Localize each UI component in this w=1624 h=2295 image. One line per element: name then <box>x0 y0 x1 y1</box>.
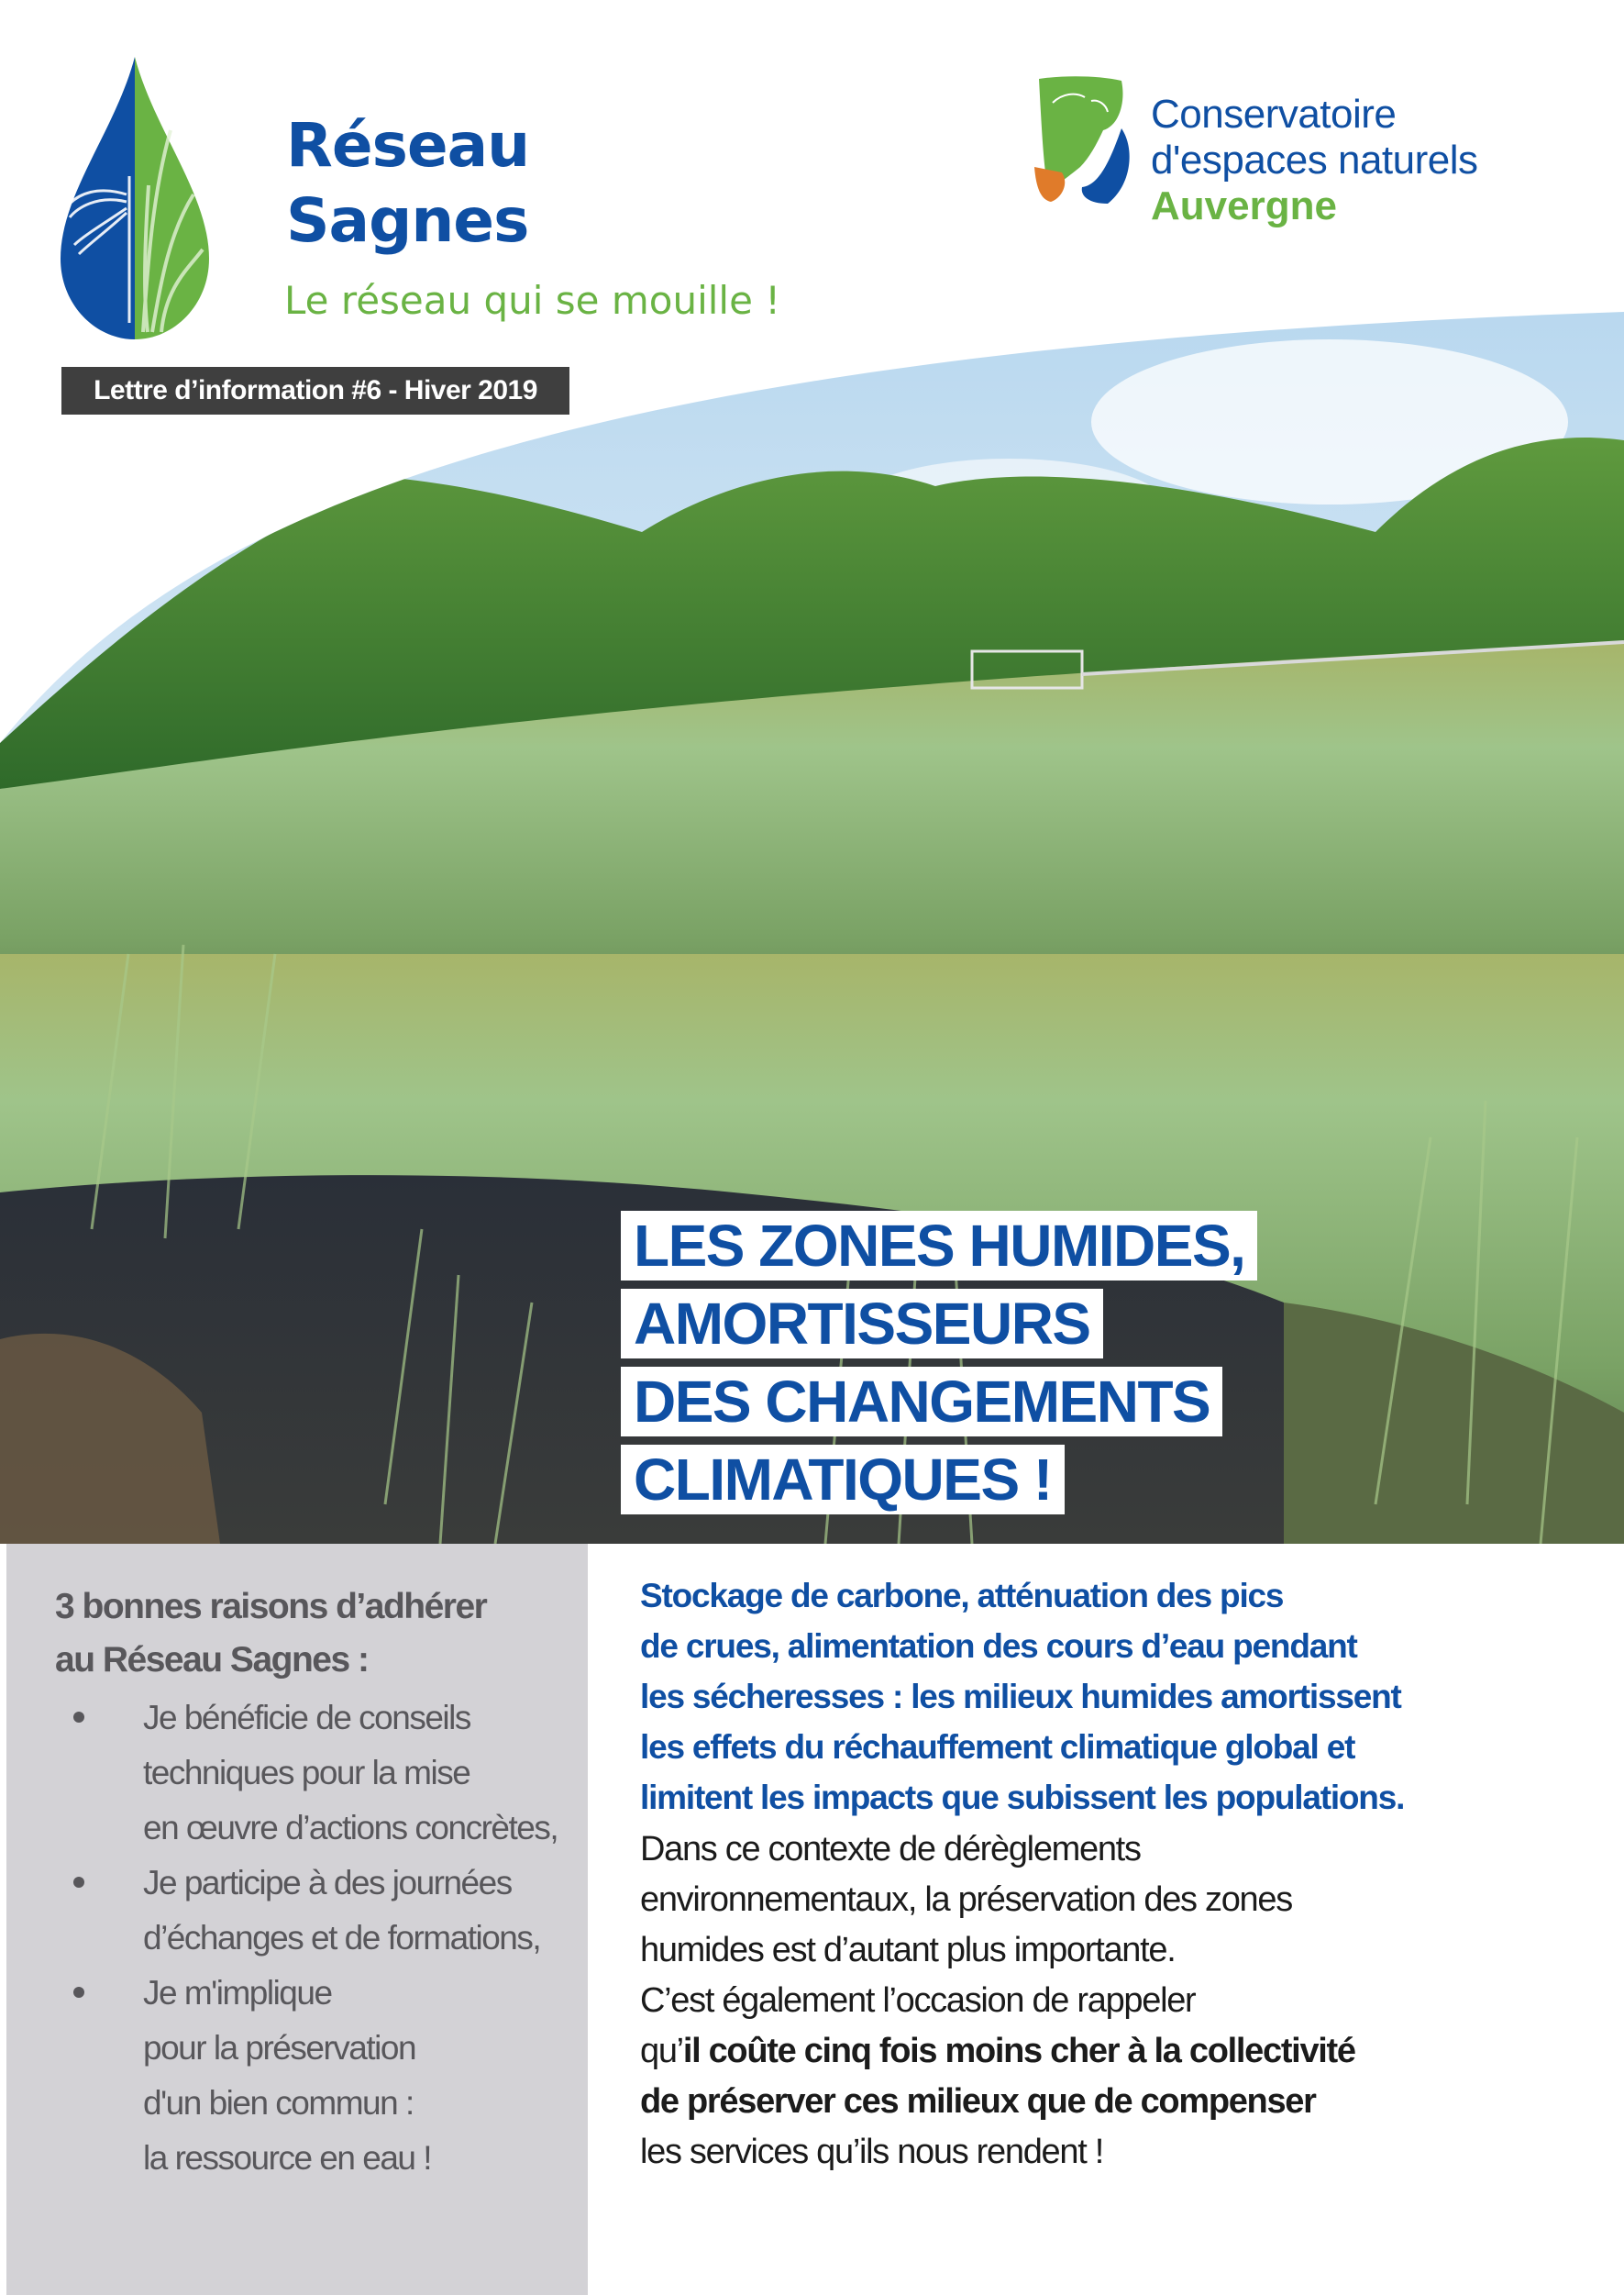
emphasis-line-2 <box>640 2077 1612 2127</box>
body-line: Dans ce contexte de dérèglements <box>640 1830 1141 1868</box>
bullet-icon <box>73 1712 84 1723</box>
brand-title <box>286 108 529 259</box>
cen-line2: d'espaces naturels <box>1151 138 1478 183</box>
reason-text: Je participe à des journées <box>143 1864 512 1901</box>
water-drop-logo-icon <box>61 57 209 339</box>
lead-line: les effets du réchauffement climatique global et <box>640 1728 1355 1766</box>
emphasis-bold: de préserver ces milieux que de compenser <box>640 2082 1316 2121</box>
brand-title-line2: Sagnes <box>286 185 529 256</box>
body-line: C’est également l’occasion de rappeler <box>640 1981 1196 2020</box>
reason-text: en œuvre d’actions concrètes, <box>143 1809 558 1846</box>
membership-heading-line2: au Réseau Sagnes : <box>55 1640 369 1680</box>
headline-line-2: AMORTISSEURS <box>621 1289 1103 1358</box>
article-lead <box>640 1570 1612 1823</box>
issue-badge: Lettre d’information #6 - Hiver 2019 <box>61 367 569 415</box>
body-line: environnementaux, la préservation des zones <box>640 1880 1292 1919</box>
membership-reasons-list <box>6 1691 588 2186</box>
reason-text: d’échanges et de formations, <box>143 1919 541 1957</box>
lead-line: Stockage de carbone, atténuation des pics <box>640 1577 1284 1614</box>
emphasis-line-1 <box>640 2026 1612 2077</box>
reason-text: d'un bien commun : <box>143 2084 414 2122</box>
reason-text: Je bénéficie de conseils <box>143 1699 470 1736</box>
bullet-icon <box>73 1877 84 1888</box>
headline-line-1: LES ZONES HUMIDES, <box>621 1211 1257 1281</box>
headline-line-4: CLIMATIQUES ! <box>621 1445 1065 1514</box>
brand-tagline: Le réseau qui se mouille ! <box>284 278 781 323</box>
headline-line-3: DES CHANGEMENTS <box>621 1367 1222 1436</box>
body-line: humides est d’autant plus importante. <box>640 1931 1176 1969</box>
cen-auvergne-name <box>1151 92 1478 229</box>
cen-line3: Auvergne <box>1151 183 1337 228</box>
brand-title-line1: Réseau <box>286 110 530 181</box>
reason-item <box>6 1691 588 1856</box>
article <box>640 1570 1612 2178</box>
emphasis-bold: il coûte cinq fois moins cher à la collectivité <box>682 2032 1355 2070</box>
reason-item <box>6 1856 588 1966</box>
emphasis-prefix: qu’ <box>640 2032 683 2070</box>
lead-line: de crues, alimentation des cours d’eau pendant <box>640 1627 1357 1665</box>
reason-text: techniques pour la mise <box>143 1754 470 1791</box>
cen-line1: Conservatoire <box>1151 92 1397 137</box>
bullet-icon <box>73 1987 84 1998</box>
closing-line: les services qu’ils nous rendent ! <box>640 2133 1103 2171</box>
article-body <box>640 1824 1612 2178</box>
reason-item <box>6 1966 588 2186</box>
cen-auvergne-logo-icon <box>1034 75 1135 204</box>
lead-line: limitent les impacts que subissent les populations. <box>640 1779 1405 1816</box>
membership-heading-line1: 3 bonnes raisons d’adhérer <box>55 1587 487 1626</box>
reason-text: pour la préservation <box>143 2029 416 2067</box>
reason-text: la ressource en eau ! <box>143 2139 432 2177</box>
reason-text: Je m'implique <box>143 1974 332 2012</box>
headline <box>621 1211 1257 1523</box>
membership-heading <box>55 1580 569 1687</box>
hero-photo <box>0 312 1624 1544</box>
lead-line: les sécheresses : les milieux humides amortissent <box>640 1678 1401 1715</box>
membership-reasons-panel <box>6 1544 588 2295</box>
